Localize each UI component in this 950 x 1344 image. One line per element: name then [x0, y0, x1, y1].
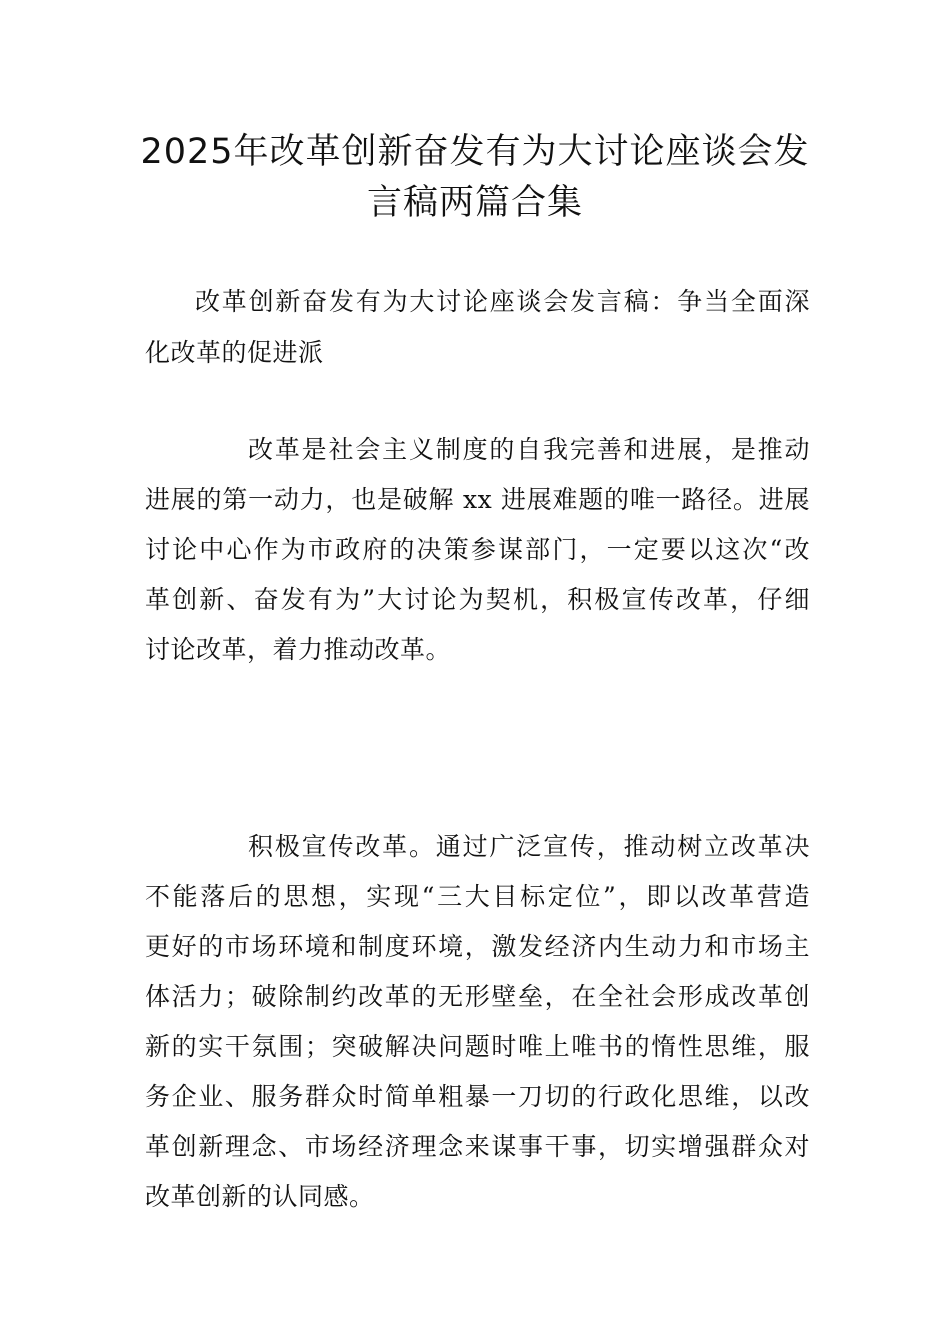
paragraph-1-line-1: 改革是社会主义制度的自我完善和进展，是推动: [248, 435, 810, 464]
paragraph-2-line-6: 务企业、服务群众时简单粗暴一刀切的行政化思维，以改: [145, 1082, 810, 1111]
document-title-line-1: 2025年改革创新奋发有为大讨论座谈会发: [140, 132, 810, 172]
paragraph-2-line-5: 新的实干氛围；突破解决问题时唯上唯书的惰性思维，服: [145, 1032, 810, 1061]
paragraph-2-line-4: 体活力；破除制约改革的无形壁垒，在全社会形成改革创: [145, 982, 810, 1011]
paragraph-1-line-3: 讨论中心作为市政府的决策参谋部门，一定要以这次“改: [145, 535, 810, 564]
paragraph-2-line-3: 更好的市场环境和制度环境，激发经济内生动力和市场主: [145, 932, 810, 961]
subtitle-line-1: 改革创新奋发有为大讨论座谈会发言稿：争当全面深: [195, 287, 810, 316]
paragraph-2-line-2: 不能落后的思想，实现“三大目标定位”，即以改革营造: [145, 882, 810, 911]
subtitle-line-2: 化改革的促进派: [145, 338, 324, 367]
paragraph-1-line-5: 讨论改革，着力推动改革。: [145, 635, 452, 664]
paragraph-2-line-7: 革创新理念、市场经济理念来谋事干事，切实增强群众对: [145, 1132, 810, 1161]
paragraph-1-line-4: 革创新、奋发有为”大讨论为契机，积极宣传改革，仔细: [145, 585, 810, 614]
paragraph-2-line-1: 积极宣传改革。通过广泛宣传，推动树立改革决: [248, 832, 810, 861]
paragraph-2-line-8: 改革创新的认同感。: [145, 1182, 375, 1211]
paragraph-1-line-2: 进展的第一动力，也是破解 xx 进展难题的唯一路径。进展: [145, 485, 810, 514]
document-title-line-2: 言稿两篇合集: [366, 183, 583, 223]
